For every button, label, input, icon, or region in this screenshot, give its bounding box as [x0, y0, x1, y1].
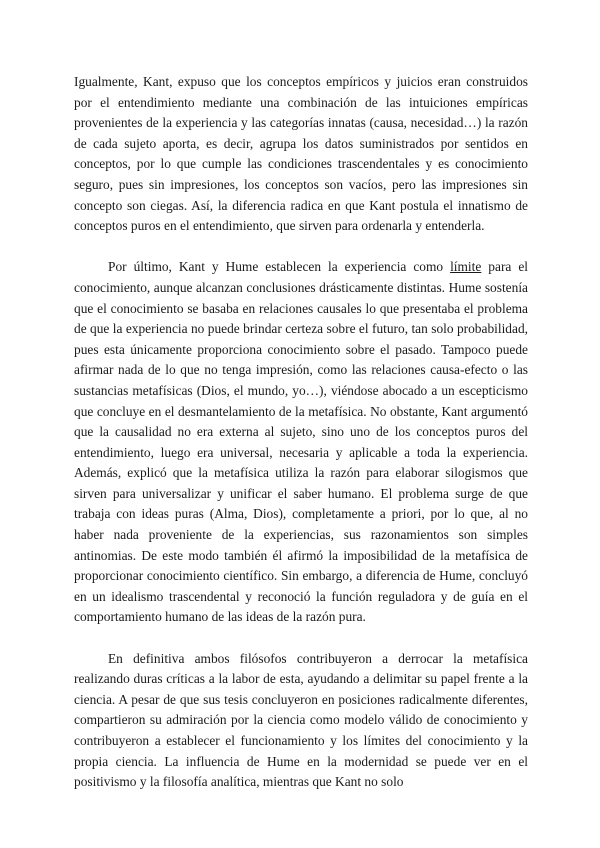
paragraph-2-text-after: para el conocimiento, aunque alcanzan conclusiones drásticamente distintas. Hume sostenía que el conocimiento se basaba en relaciones causales lo que presentaba el problema de que la experiencia no puede brindar certeza sobre el futuro, tan solo probabilidad, pues esta únicamente proporciona conocimiento sobre el pasado. Tampoco puede afirmar nada de lo que no tenga impresión, como las relaciones causa-efecto o las sustancias metafísicas (Dios, el mundo, yo…), viéndose abocado a un escepticismo que concluye en el desmantelamiento de la metafísica. No obstante, Kant argumentó que la causalidad no era externa al sujeto, sino uno de los conceptos puros del entendimiento, luego era universal, necesaria y aplicable a toda la experiencia. Además, explicó que la metafísica utiliza la razón para elaborar silogismos que sirven para universalizar y unificar el saber humano. El problema surge de que trabaja con ideas puras (Alma, Dios), completamente a priori, por lo que, al no haber nada proveniente de la experiencias, sus razonamientos son simples antinomias. De este modo también él afirmó la imposibilidad de la metafísica de proporcionar conocimiento científico. Sin embargo, a diferencia de Hume, concluyó en un idealismo trascendental y reconoció la función reguladora y de guía en el comportamiento humano de las ideas de la razón pura. [74, 259, 528, 625]
document-body [74, 72, 528, 793]
paragraph-kant-concepts: Igualmente, Kant, expuso que los conceptos empíricos y juicios eran construidos por el entendimiento mediante una combinación de las intuiciones empíricas provenientes de la experiencia y las categorías innatas (causa, necesidad…) la razón de cada sujeto aporta, es decir, agrupa los datos suministrados por sentidos en conceptos, por lo que cumple las condiciones trascendentales y es conocimiento seguro, pues sin impresiones, los conceptos son vacíos, pero las impresiones sin concepto son ciegas. Así, la diferencia radica en que Kant postula el innatismo de conceptos puros en el entendimiento, que sirven para ordenarla y entenderla. [74, 74, 528, 234]
paragraph-conclusion: En definitiva ambos filósofos contribuyeron a derrocar la metafísica realizando duras críticas a la labor de esta, ayudando a delimitar su papel frente a la ciencia. A pesar de que sus tesis concluyeron en posiciones radicalmente diferentes, compartieron su admiración por la ciencia como modelo válido de conocimiento y contribuyeron a establecer el funcionamiento y los límites del conocimiento y la propia ciencia. La influencia de Hume en la modernidad se puede ver en el positivismo y la filosofía analítica, mientras que Kant no solo [74, 650, 528, 790]
paragraph-experience-limit [74, 257, 528, 628]
underlined-word-limite: límite [450, 259, 482, 275]
paragraph-2-text-before: Por último, Kant y Hume establecen la experiencia como [108, 259, 451, 275]
